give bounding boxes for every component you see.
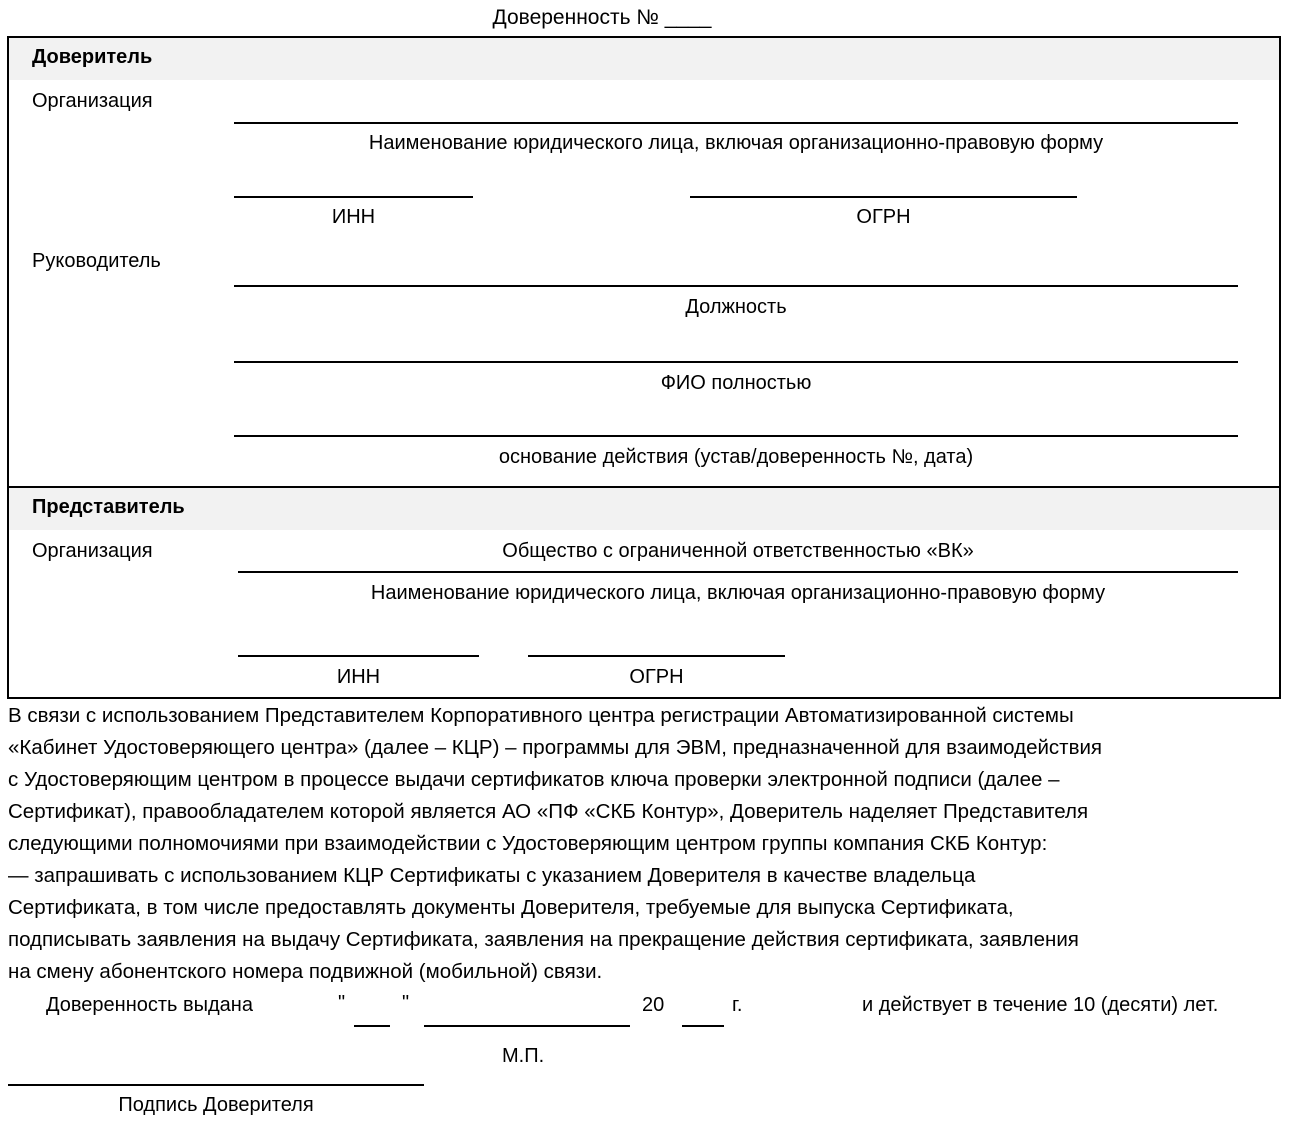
paragraph-line: следующими полномочиями при взаимодействии с Удостоверяющим центром группы компания СКБ Контур: [8,832,1048,855]
representative-header [9,488,1279,530]
principal-fullname-caption: ФИО полностью [660,372,812,394]
issued-year-field[interactable] [682,1025,724,1027]
signature-field[interactable] [8,1084,424,1086]
stamp-label: М.П. [502,1045,545,1067]
paragraph-line: Сертификата, в том числе предоставлять документы Доверителя, требуемые для выпуска Сертификата, [8,896,1014,919]
principal-org-label: Организация [32,90,153,112]
quote-close: " [402,992,410,1014]
paragraph-line: В связи с использованием Представителем Корпоративного центра регистрации Автоматизированной системы [8,704,1074,727]
representative-org-line [238,571,1238,573]
paragraph-line: подписывать заявления на выдачу Сертификата, заявления на прекращение действия сертификата, заявления [8,928,1079,951]
representative-header-label: Представитель [32,496,185,518]
principal-header-label: Доверитель [32,46,153,68]
representative-section [7,486,1281,699]
signature-caption: Подпись Доверителя [118,1094,314,1116]
principal-fullname-field[interactable] [234,361,1238,363]
principal-ogrn-field[interactable] [690,196,1077,198]
representative-ogrn-field[interactable] [528,655,785,657]
principal-org-caption: Наименование юридического лица, включая организационно-правовую форму [368,132,1104,154]
representative-org-caption: Наименование юридического лица, включая организационно-правовую форму [370,582,1106,604]
representative-inn-caption: ИНН [336,666,381,688]
principal-inn-field[interactable] [234,196,473,198]
issued-label: Доверенность выдана [46,994,253,1016]
quote-open: " [338,992,346,1014]
paragraph-line: «Кабинет Удостоверяющего центра» (далее – КЦР) – программы для ЭВМ, предназначенной для взаимодействия [8,736,1103,759]
representative-org-label: Организация [32,540,153,562]
paragraph-line: на смену абонентского номера подвижной (мобильной) связи. [8,960,603,983]
representative-inn-field[interactable] [238,655,479,657]
representative-ogrn-caption: ОГРН [629,666,684,688]
principal-head-label: Руководитель [32,250,161,272]
issued-day-field[interactable] [354,1025,390,1027]
paragraph-line: с Удостоверяющим центром в процессе выдачи сертификатов ключа проверки электронной подписи (далее – [8,768,1060,791]
representative-org-field[interactable]: Общество с ограниченной ответственностью «ВК» [502,540,974,562]
principal-ogrn-caption: ОГРН [856,206,911,228]
principal-inn-caption: ИНН [331,206,376,228]
validity-text: и действует в течение 10 (десяти) лет. [862,994,1219,1016]
authority-paragraph [8,700,1278,988]
issued-month-field[interactable] [424,1025,630,1027]
document-title: Доверенность № ____ [492,6,712,29]
principal-org-line [234,122,1238,124]
principal-position-caption: Должность [685,296,787,318]
principal-basis-field[interactable] [234,435,1238,437]
principal-basis-caption: основание действия (устав/доверенность №, дата) [498,446,974,468]
principal-header [9,38,1279,80]
paragraph-line: — запрашивать с использованием КЦР Сертификаты с указанием Доверителя в качестве владельца [8,864,976,887]
principal-position-field[interactable] [234,285,1238,287]
issued-century: 20 [642,994,665,1016]
paragraph-line: Сертификат), правообладателем которой является АО «ПФ «СКБ Контур», Доверитель наделяет Представителя [8,800,1089,823]
principal-section [7,36,1281,488]
issued-year-suffix: г. [732,994,743,1016]
